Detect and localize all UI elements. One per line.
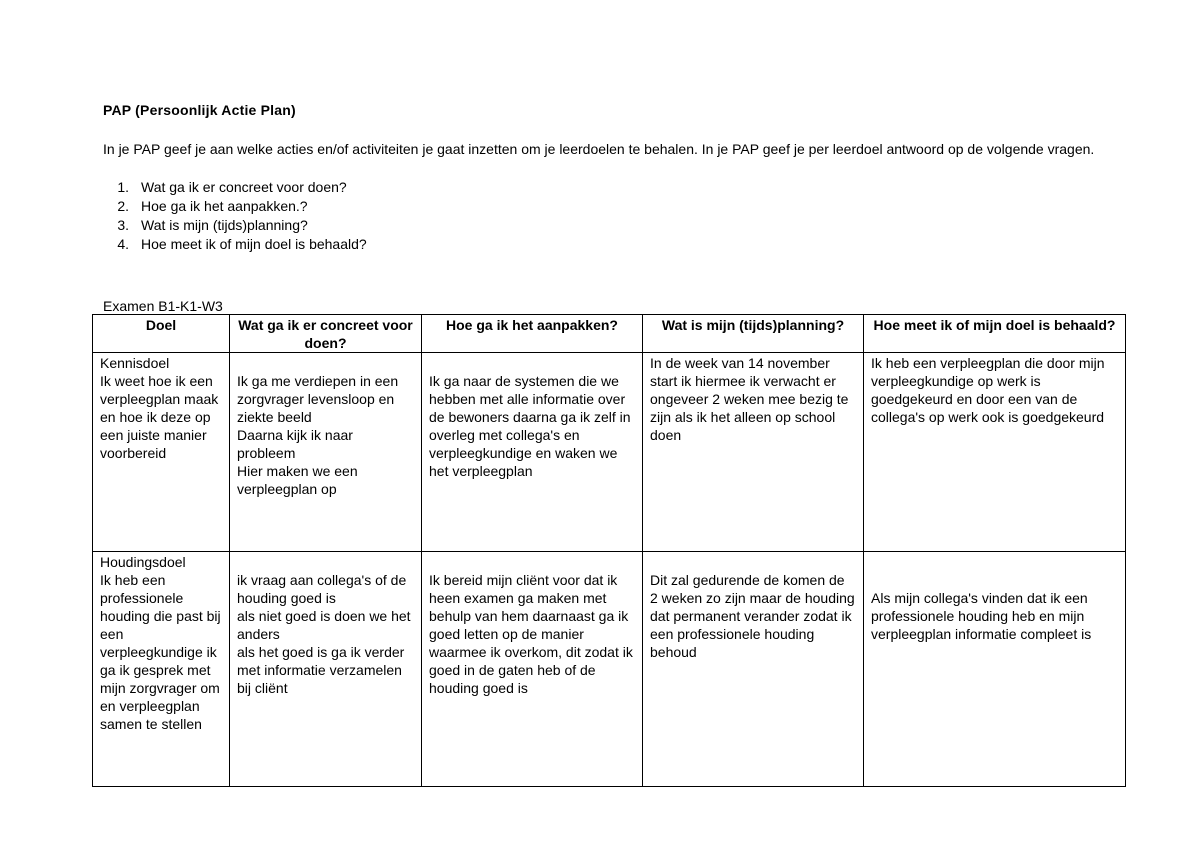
- list-item: [103, 216, 367, 235]
- cell-doel: Kennisdoel Ik weet hoe ik een verpleegplan maak en hoe ik deze op een juiste manier voorbereid: [93, 353, 230, 552]
- list-number: 1.: [117, 179, 129, 195]
- cell-concreet: ik vraag aan collega's of de houding goed is als niet goed is doen we het anders als het goed is ga ik verder met informatie verzamelen bij cliënt: [230, 552, 422, 787]
- list-number: 2.: [117, 198, 129, 214]
- header-doel: Doel: [93, 315, 230, 353]
- list-text: Hoe ga ik het aanpakken.?: [141, 198, 308, 214]
- cell-planning: Dit zal gedurende de komen de 2 weken zo zijn maar de houding dat permanent verander zodat ik een professionele houding behoud: [643, 552, 864, 787]
- intro-paragraph: In je PAP geef je aan welke acties en/of activiteiten je gaat inzetten om je leerdoelen te behalen. In je PAP geef je per leerdoel antwoord op de volgende vragen.: [103, 141, 1095, 157]
- header-planning: Wat is mijn (tijds)planning?: [643, 315, 864, 353]
- table-row: [93, 552, 1126, 787]
- cell-meting: Als mijn collega's vinden dat ik een professionele houding heb en mijn verpleegplan informatie compleet is: [864, 552, 1126, 787]
- cell-doel: Houdingsdoel Ik heb een professionele houding die past bij een verpleegkundige ik ga ik gesprek met mijn zorgvrager om en verpleegplan samen te stellen: [93, 552, 230, 787]
- header-aanpak: Hoe ga ik het aanpakken?: [422, 315, 643, 353]
- table-header-row: [93, 315, 1126, 353]
- header-concreet: Wat ga ik er concreet voor doen?: [230, 315, 422, 353]
- cell-aanpak: Ik ga naar de systemen die we hebben met alle informatie over de bewoners daarna ga ik zelf in overleg met collega's en verpleegkundige en waken we het verpleegplan: [422, 353, 643, 552]
- list-number: 3.: [117, 217, 129, 233]
- list-number: 4.: [117, 236, 129, 252]
- cell-aanpak: Ik bereid mijn cliënt voor dat ik heen examen ga maken met behulp van hem daarnaast ga ik goed letten op de manier waarmee ik overkom, dit zodat ik goed in de gaten heb of de houding goed is: [422, 552, 643, 787]
- list-item: [103, 178, 367, 197]
- list-text: Hoe meet ik of mijn doel is behaald?: [141, 236, 367, 252]
- exam-label: Examen B1-K1-W3: [103, 298, 223, 314]
- cell-meting: Ik heb een verpleegplan die door mijn verpleegkundige op werk is goedgekeurd en door een van de collega's op werk ook is goedgekeurd: [864, 353, 1126, 552]
- table-row: [93, 353, 1126, 552]
- list-item: [103, 235, 367, 254]
- list-item: [103, 197, 367, 216]
- page-title: PAP (Persoonlijk Actie Plan): [103, 102, 296, 118]
- pap-table: [92, 314, 1126, 787]
- cell-planning: In de week van 14 november start ik hiermee ik verwacht er ongeveer 2 weken mee bezig te zijn als ik het alleen op school doen: [643, 353, 864, 552]
- list-text: Wat ga ik er concreet voor doen?: [141, 179, 347, 195]
- question-list: [103, 178, 367, 254]
- cell-concreet: Ik ga me verdiepen in een zorgvrager levensloop en ziekte beeld Daarna kijk ik naar probleem Hier maken we een verpleegplan op: [230, 353, 422, 552]
- header-meting: Hoe meet ik of mijn doel is behaald?: [864, 315, 1126, 353]
- list-text: Wat is mijn (tijds)planning?: [141, 217, 308, 233]
